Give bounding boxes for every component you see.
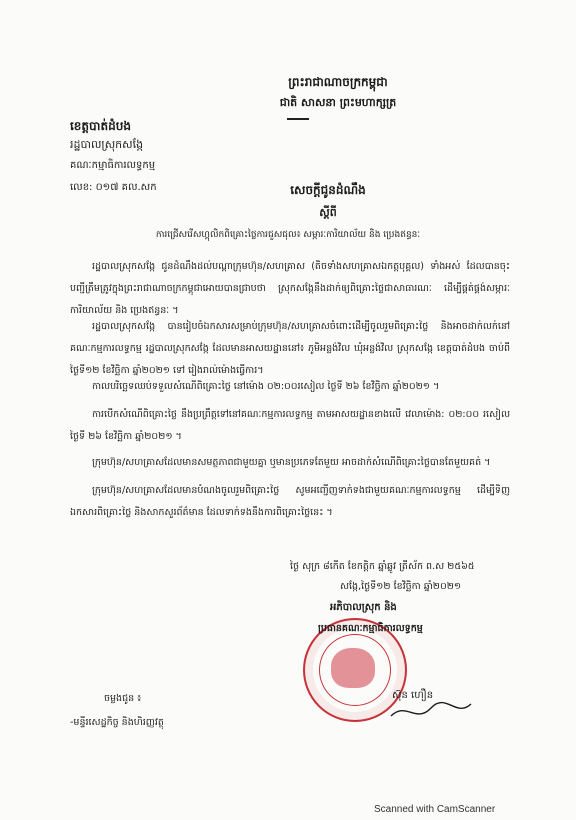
reference-number: លេខ: ០១៧ គល.សក <box>70 182 157 193</box>
body-paragraph-5: ក្រុមហ៊ុន/សហគ្រាសដែលមានសមត្ថភាពជាមួយគ្នា ឬមានប្រភេទតែមួយ អាចដាក់សំណើពិគ្រោះថ្លៃបានតែមួយគត់ ។ <box>92 457 491 468</box>
body-paragraph-1: រដ្ឋបាលស្រុកសង្កែ ជូនដំណឹងដល់បណ្តាក្រុមហ៊ុន/សហគ្រាស (តិចទាំងសហគ្រាសឯកត្តបុគ្គល) ទាំងអស់ ដែលបានចុះបញ្ជីត្រឹមត្រូវក្នុងព្រះរាជាណាចក្រកម្ពុជាអោយបានជ្រាបថា ស្រុកសង្កែនឹងដាក់ឲ្យពិគ្រោះថ្លៃជាសាធារណៈ ដើម្បីផ្គត់ផ្គង់សម្ភារៈការិយាល័យ និង ប្រេងឥន្ធនៈ ។ <box>70 261 510 316</box>
kingdom-heading: ព្រះរាជាណាចក្រកម្ពុជា <box>288 75 388 89</box>
distribution-label: ចម្លងជូន ៖ <box>104 693 142 704</box>
body-paragraph-6: ក្រុមហ៊ុន/សហគ្រាសដែលមានបំណងចូលរួមពិគ្រោះថ្លៃ សូមអញ្ជើញទាក់ទងជាមួយគណៈកម្មការលទ្ធកម្ម ដើម្បីទិញឯកសារពិគ្រោះថ្លៃ និងសាកសួរព័ត៌មាន ដែលទាក់ទងនឹងការពិគ្រោះថ្លៃនេះ ។ <box>70 485 510 518</box>
scanner-watermark: Scanned with CamScanner <box>374 804 496 815</box>
issuer-province: ខេត្តបាត់ដំបង <box>70 119 131 133</box>
subject-label: ស្តីពី <box>319 206 337 219</box>
notice-subject: ការជ្រើសរើសហ្គុលិកពិគ្រោះថ្លៃការជួសជុល៖ សម្ភារៈការិយាល័យ និង ប្រេងឥន្ធនៈ <box>155 230 421 240</box>
notice-title: សេចក្តីជូនដំណឹង <box>290 183 366 197</box>
signatory-name: ស៊ុន ហឿន <box>392 690 434 701</box>
body-paragraph-2: រដ្ឋបាលស្រុកសង្កែ បានរៀបចំឯកសារសម្រាប់ក្រុមហ៊ុន/សហគ្រាសចំពោះដើម្បីចូលរួមពិគ្រោះថ្លៃ និងអាចដាក់លក់នៅគណៈកម្មការលទ្ធកម្ម រដ្ឋបាលស្រុកសង្កែ ដែលមានអាសយដ្ឋាននៅ៖ ភូមិអន្លង់វិល ឃុំអន្លង់វិល ស្រុកសង្កែ ខេត្តបាត់ដំបង ចាប់ពីថ្ងៃទី១២ ខែវិច្ឆិកា ឆ្នាំ២០២១ ទៅ រៀងរាល់ម៉ោងធ្វើការ។ <box>70 321 510 376</box>
seal-emblem <box>331 648 375 688</box>
lunar-date: ថ្ងៃ សុក្រ ៨កើត ខែកត្តិក ឆ្នាំឆ្លូវ ត្រីស័ក ព.ស ២៥៦៥ <box>290 561 475 572</box>
distribution-item: -មន្ទីរសេដ្ឋកិច្ច និងហិរញ្ញវត្ថុ <box>70 717 164 728</box>
issuer-district: រដ្ឋបាលស្រុកសង្កែ <box>70 138 144 151</box>
national-motto: ជាតិ សាសនា ព្រះមហាក្សត្រ <box>279 96 397 109</box>
solar-date: សង្កែ,ថ្ងៃទី១២ ខែវិច្ឆិកា ឆ្នាំ២០២១ <box>340 581 462 592</box>
signatory-role: ប្រធានគណៈកម្មាធិការលទ្ធកម្ម <box>318 623 423 634</box>
body-paragraph-4: ការបើកសំណើពិគ្រោះថ្លៃ នឹងប្រព្រឹត្តទៅនៅគណៈកម្មការលទ្ធកម្ម តាមអាសយដ្ឋានខាងលើ វេលាម៉ោង: ០២:០០ រសៀល ថ្ងៃទី ២៦ ខែវិច្ឆិកា ឆ្នាំ២០២១ ។ <box>70 409 510 442</box>
heading-divider <box>287 118 309 120</box>
issuer-committee: គណៈកម្មាធិការលទ្ធកម្ម <box>70 160 156 171</box>
body-paragraph-3: កាលបរិច្ឆេទឈប់ទទួលសំណើពិគ្រោះថ្លៃ នៅម៉ោង ០២:០០រសៀល ថ្ងៃទី ២៦ ខែវិច្ឆិកា ឆ្នាំ២០២១ ។ <box>92 381 440 392</box>
signatory-title: អភិបាលស្រុក និង <box>330 602 397 613</box>
